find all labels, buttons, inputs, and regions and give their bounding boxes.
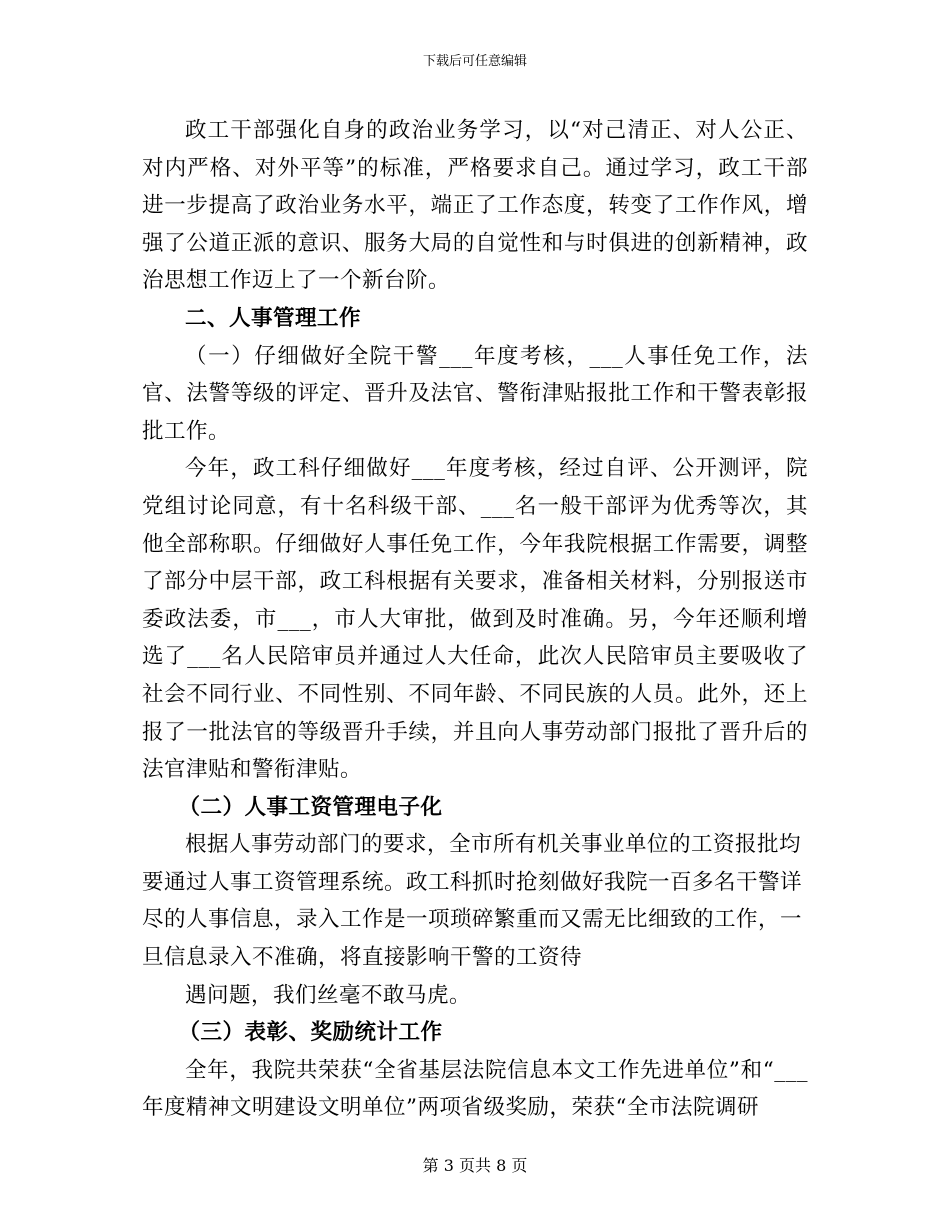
subheading-salary-digital: （二）人事工资管理电子化 [178,794,443,820]
paragraph-salary-continued: 遇问题，我们丝毫不敢马虎。 [185,982,472,1008]
section-heading-personnel: 二、人事管理工作 [185,305,362,331]
paragraph-awards: 全年，我院共荣获“全省基层法院信息本文工作先进单位”和“___年度精神文明建设文明单位”两项省级奖励，荣获“全市法院调研 [142,1057,808,1121]
document-body [142,112,808,1127]
subheading-awards: （三）表彰、奖励统计工作 [178,1020,443,1046]
page-footer: 第 3 页共 8 页 [422,1156,528,1175]
paragraph-annual-assessment: （一）仔细做好全院干警___年度考核，___人事任免工作，法官、法警等级的评定、晋升及法官、警衔津贴报批工作和干警表彰报批工作。 [142,343,808,444]
page-header: 下载后可任意编辑 [422,54,527,69]
paragraph-this-year: 今年，政工科仔细做好___年度考核，经过自评、公开测评，院党组讨论同意，有十名科级干部、___名一般干部评为优秀等次，其他全部称职。仔细做好人事任免工作，今年我院根据工作需要，调整了部分中层干部，政工科根据有关要求，准备相关材料，分别报送市委政法委，市___，市人大审批，做到及时准确。另，今年还顺利增选了___名人民陪审员并通过人大任命，此次人民陪审员主要吸收了社会不同行业、不同性别、不同年龄、不同民族的人员。此外，还上报了一批法官的等级晋升手续，并且向人事劳动部门报批了晋升后的法官津贴和警衔津贴。 [142,456,808,783]
paragraph-political-study: 政工干部强化自身的政治业务学习，以“对己清正、对人公正、对内严格、对外平等”的标准，严格要求自己。通过学习，政工干部进一步提高了政治业务水平，端正了工作态度，转变了工作作风，增强了公道正派的意识、服务大局的自觉性和与时俱进的创新精神，政治思想工作迈上了一个新台阶。 [142,118,808,294]
paragraph-salary-system: 根据人事劳动部门的要求，全市所有机关事业单位的工资报批均要通过人事工资管理系统。政工科抓时抢刻做好我院一百多名干警详尽的人事信息，录入工作是一项琐碎繁重而又需无比细致的工作，一旦信息录入不准确，将直接影响干警的工资待 [142,832,803,971]
